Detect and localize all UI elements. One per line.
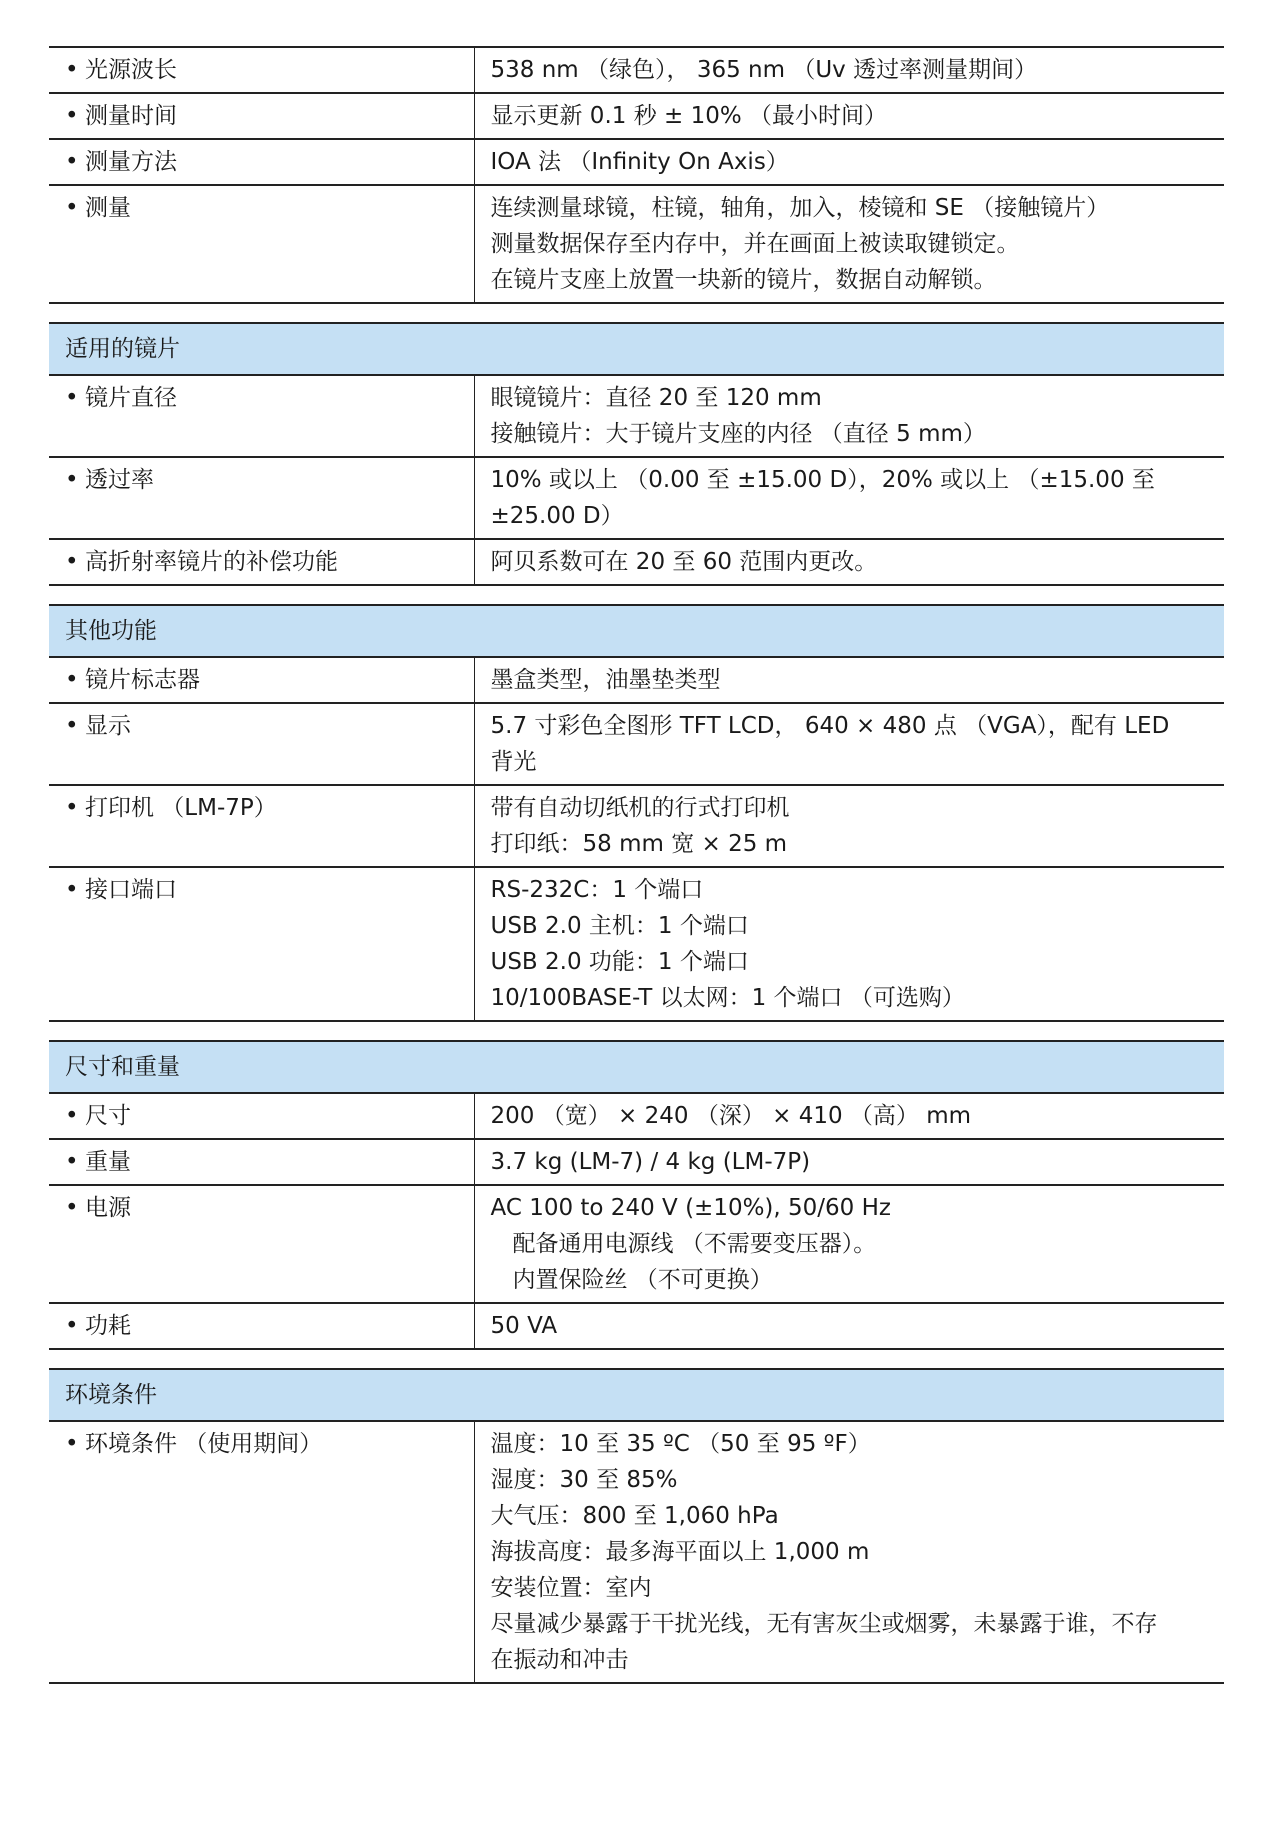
spec-value-cell (474, 785, 1224, 867)
spec-label-cell (49, 539, 474, 585)
section-title: 适用的镜片 (49, 323, 1224, 375)
spec-row (49, 539, 1224, 585)
section-header (49, 605, 1224, 657)
spec-value-line: 5.7 寸彩色全图形 TFT LCD， 640 × 480 点 （VGA），配有 LED (490, 713, 1170, 739)
spec-value-line: 温度：10 至 35 ºC （50 至 95 ºF） (490, 1431, 871, 1457)
spec-label-cell (49, 867, 474, 1021)
spec-value-line: USB 2.0 主机：1 个端口 (490, 913, 749, 939)
bullet-icon: • (65, 877, 79, 903)
spec-label-cell (49, 785, 474, 867)
spec-value-cell (474, 867, 1224, 1021)
bullet-icon: • (65, 149, 79, 175)
spec-value-cell (474, 139, 1224, 185)
spec-label: 重量 (85, 1149, 131, 1175)
spec-label-cell (49, 1185, 474, 1303)
spec-value-line: 连续测量球镜，柱镜，轴角，加入，棱镜和 SE （接触镜片） (490, 195, 1110, 221)
spec-label: 显示 (85, 713, 131, 739)
section-title: 环境条件 (49, 1369, 1224, 1421)
spec-value-line: USB 2.0 功能：1 个端口 (490, 949, 749, 975)
spec-value-line: 200 （宽） × 240 （深） × 410 （高） mm (490, 1103, 972, 1129)
spec-label: 接口端口 (85, 877, 177, 903)
spec-row (49, 1093, 1224, 1139)
spec-row (49, 1303, 1224, 1349)
spec-label-cell (49, 139, 474, 185)
spacer-cell (49, 303, 1224, 323)
section-header (49, 323, 1224, 375)
bullet-icon: • (65, 1149, 79, 1175)
spec-row (49, 93, 1224, 139)
spec-value-line: AC 100 to 240 V (±10%), 50/60 Hz (490, 1195, 891, 1221)
spec-row (49, 1421, 1224, 1683)
spec-label-cell (49, 47, 474, 93)
spec-label: 测量时间 (85, 103, 177, 129)
spec-value-line: 10% 或以上 （0.00 至 ±15.00 D），20% 或以上 （±15.00 至 (490, 467, 1155, 493)
spec-value-line: 眼镜镜片：直径 20 至 120 mm (490, 385, 822, 411)
spec-value-line: 配备通用电源线 （不需要变压器）。 (512, 1231, 877, 1257)
spec-row (49, 785, 1224, 867)
spec-value-cell (474, 1093, 1224, 1139)
bullet-icon: • (65, 467, 79, 493)
spec-value-cell (474, 703, 1224, 785)
spec-label: 光源波长 (85, 57, 177, 83)
spec-value-line: 带有自动切纸机的行式打印机 (490, 795, 790, 821)
section-title: 其他功能 (49, 605, 1224, 657)
spec-label-cell (49, 457, 474, 539)
spec-label-cell (49, 703, 474, 785)
spec-label: 电源 (85, 1195, 131, 1221)
spec-value-cell (474, 1139, 1224, 1185)
spec-label-cell (49, 185, 474, 303)
spec-label-cell (49, 375, 474, 457)
spec-label: 高折射率镜片的补偿功能 (85, 549, 338, 575)
spec-value-cell (474, 47, 1224, 93)
spec-value-cell (474, 1303, 1224, 1349)
spec-row (49, 457, 1224, 539)
spec-value-line: 阿贝系数可在 20 至 60 范围内更改。 (490, 549, 878, 575)
spec-value-line: 内置保险丝 （不可更换） (512, 1267, 773, 1293)
spec-value-line: 10/100BASE-T 以太网：1 个端口 （可选购） (490, 985, 965, 1011)
spec-value-cell (474, 657, 1224, 703)
bullet-icon: • (65, 1431, 79, 1457)
spec-row (49, 185, 1224, 303)
spec-value-line: 在振动和冲击 (490, 1647, 629, 1673)
spec-label-cell (49, 1421, 474, 1683)
section-spacer (49, 303, 1224, 323)
spec-value-line: 538 nm （绿色）， 365 nm （Uv 透过率测量期间） (490, 57, 1038, 83)
spec-value-cell (474, 457, 1224, 539)
spec-label: 测量方法 (85, 149, 177, 175)
spec-value-cell (474, 375, 1224, 457)
bullet-icon: • (65, 103, 79, 129)
spec-value-line: 背光 (490, 749, 537, 775)
spec-value-line: 墨盒类型，油墨垫类型 (490, 667, 721, 693)
spec-value-line: RS-232C：1 个端口 (490, 877, 704, 903)
bullet-icon: • (65, 713, 79, 739)
section-header (49, 1041, 1224, 1093)
spacer-cell (49, 1349, 1224, 1369)
specifications-body (49, 47, 1224, 1683)
section-spacer (49, 1349, 1224, 1369)
spec-row (49, 657, 1224, 703)
spec-label-cell (49, 1139, 474, 1185)
spec-value-line: 在镜片支座上放置一块新的镜片，数据自动解锁。 (490, 267, 997, 293)
spec-label: 功耗 (85, 1313, 131, 1339)
spec-value-line: 海拔高度：最多海平面以上 1,000 m (490, 1539, 870, 1565)
spec-row (49, 47, 1224, 93)
spec-label: 测量 (85, 195, 131, 221)
spec-value-line: 湿度：30 至 85% (490, 1467, 678, 1493)
spec-value-line: 测量数据保存至内存中，并在画面上被读取键锁定。 (490, 231, 1020, 257)
bullet-icon: • (65, 1313, 79, 1339)
section-spacer (49, 1021, 1224, 1041)
spec-value-line: 大气压：800 至 1,060 hPa (490, 1503, 779, 1529)
bullet-icon: • (65, 549, 79, 575)
spacer-cell (49, 585, 1224, 605)
spec-value-cell (474, 93, 1224, 139)
spec-value-line: 打印纸：58 mm 宽 × 25 m (490, 831, 788, 857)
bullet-icon: • (65, 57, 79, 83)
spec-label: 透过率 (85, 467, 154, 493)
spec-value-line: 显示更新 0.1 秒 ± 10% （最小时间） (490, 103, 888, 129)
spec-row (49, 867, 1224, 1021)
spec-label: 镜片直径 (85, 385, 177, 411)
spec-row (49, 139, 1224, 185)
spec-value-line: 接触镜片：大于镜片支座的内径 （直径 5 mm） (490, 421, 986, 447)
spec-value-line: ±25.00 D） (490, 503, 624, 529)
bullet-icon: • (65, 1195, 79, 1221)
spec-row (49, 1185, 1224, 1303)
spec-label-cell (49, 657, 474, 703)
bullet-icon: • (65, 667, 79, 693)
spec-value-line: 安装位置：室内 (490, 1575, 652, 1601)
bullet-icon: • (65, 1103, 79, 1129)
spec-row (49, 703, 1224, 785)
spec-label: 尺寸 (85, 1103, 131, 1129)
spec-value-line: 3.7 kg (LM-7) / 4 kg (LM-7P) (490, 1149, 811, 1175)
section-title: 尺寸和重量 (49, 1041, 1224, 1093)
spec-label-cell (49, 93, 474, 139)
spec-label-cell (49, 1093, 474, 1139)
spec-value-cell (474, 539, 1224, 585)
section-header (49, 1369, 1224, 1421)
spec-label-cell (49, 1303, 474, 1349)
bullet-icon: • (65, 195, 79, 221)
section-spacer (49, 585, 1224, 605)
spec-value-line: IOA 法 （Infinity On Axis） (490, 149, 789, 175)
spec-value-cell (474, 1421, 1224, 1683)
spec-row (49, 1139, 1224, 1185)
bullet-icon: • (65, 385, 79, 411)
spec-label: 环境条件 （使用期间） (85, 1431, 323, 1457)
spec-label: 打印机 （LM-7P） (85, 795, 277, 821)
specifications-table (49, 46, 1224, 1684)
spec-value-cell (474, 1185, 1224, 1303)
bullet-icon: • (65, 795, 79, 821)
spec-row (49, 375, 1224, 457)
spec-label: 镜片标志器 (85, 667, 200, 693)
spacer-cell (49, 1021, 1224, 1041)
spec-value-cell (474, 185, 1224, 303)
spec-value-line: 尽量减少暴露于干扰光线，无有害灰尘或烟雾，未暴露于谁，不存 (490, 1611, 1158, 1637)
spec-value-line: 50 VA (490, 1313, 558, 1339)
